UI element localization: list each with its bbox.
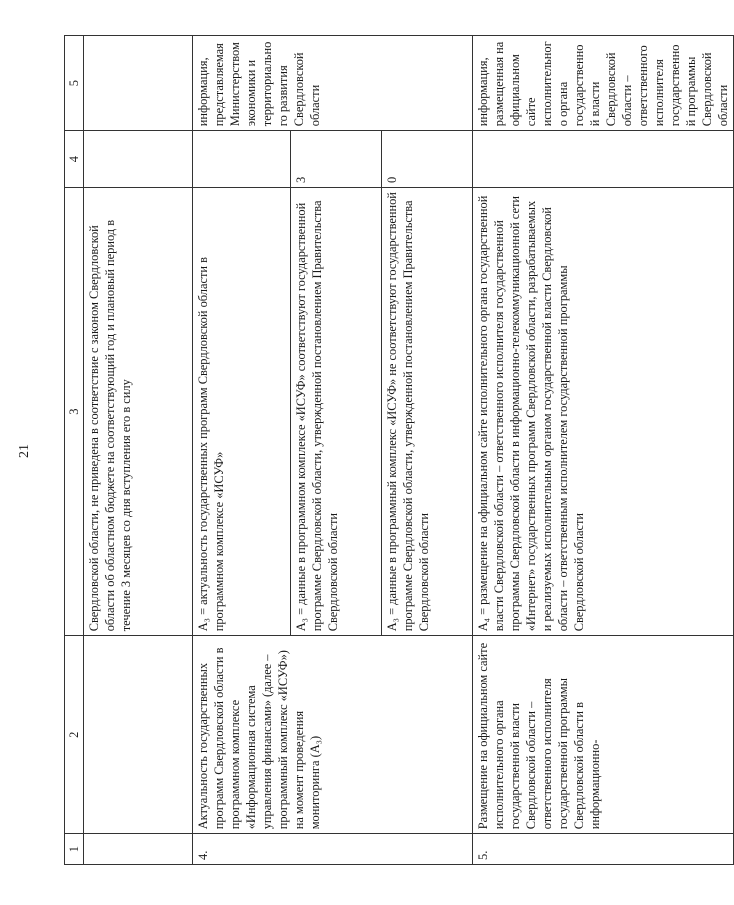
criterion-cell: А₃ = данные в программном комплексе «ИСУФ» соответствуют государственной программе Свердловской области, утвержденной постановлением Правительства Свердловской области [291, 188, 382, 636]
row-number-cell [84, 834, 193, 865]
indicator-cell: Размещение на официальном сайте исполнительного органа государственной власти Свердловской области – ответственного исполнителя государственной программы Свердловской области в информационно- [473, 636, 734, 834]
page-number: 21 [17, 444, 32, 458]
criteria-table [64, 35, 734, 865]
table-header-row [65, 36, 84, 865]
row-number-cell: 5. [473, 834, 734, 865]
criterion-cell: А₄ = размещение на официальном сайте исполнительного органа государственной власти Свердловской области – ответственного исполнителя государственной программы Свердловской области в информационно-телекоммуникационной сети «Интернет» государственных программ Свердловской области, разрабатываемых и реализуемых исполнительным органом государственной власти Свердловской области – ответственным исполнителем государственной программы Свердловской области [473, 188, 734, 636]
source-cell: информация, размещенная на официальном сайте исполнительного органа государственной власти Свердловской области – ответственного исполнителя государственной программы Свердловской области [473, 36, 734, 131]
criterion-cell: Свердловской области, не приведена в соответствие с законом Свердловской области об областном бюджете на соответствующий год и плановый период в течение 3 месяцев со дня вступления его в силу [84, 188, 193, 636]
score-cell [473, 131, 734, 188]
column-header: 1 [65, 834, 84, 865]
score-cell: 0 [382, 131, 473, 188]
column-header: 3 [65, 188, 84, 636]
indicator-cell: Актуальность государственных программ Свердловской области в программном комплексе «Информационная система управления финансами» (далее – программный комплекс «ИСУФ») на момент проведения мониторинга (А₃) [193, 636, 473, 834]
table-row-5 [473, 36, 734, 865]
indicator-cell [84, 636, 193, 834]
row-number-cell: 4. [193, 834, 473, 865]
score-cell [193, 131, 291, 188]
column-header: 4 [65, 131, 84, 188]
column-header: 2 [65, 636, 84, 834]
source-cell [84, 36, 193, 131]
rotated-table-container [64, 35, 730, 865]
table-row-continuation [84, 36, 193, 865]
column-header: 5 [65, 36, 84, 131]
criterion-cell: А₃ = актуальность государственных программ Свердловской области в программном комплексе «ИСУФ» [193, 188, 291, 636]
table-row-4 [193, 36, 291, 865]
score-cell: 3 [291, 131, 382, 188]
criterion-cell: А₃ = данные в программный комплекс «ИСУФ» не соответствуют государственной программе Свердловской области, утвержденной постановлением Правительства Свердловской области [382, 188, 473, 636]
source-cell: информация, представляемая Министерством экономики и территориального развития Свердловской области [193, 36, 473, 131]
score-cell [84, 131, 193, 188]
